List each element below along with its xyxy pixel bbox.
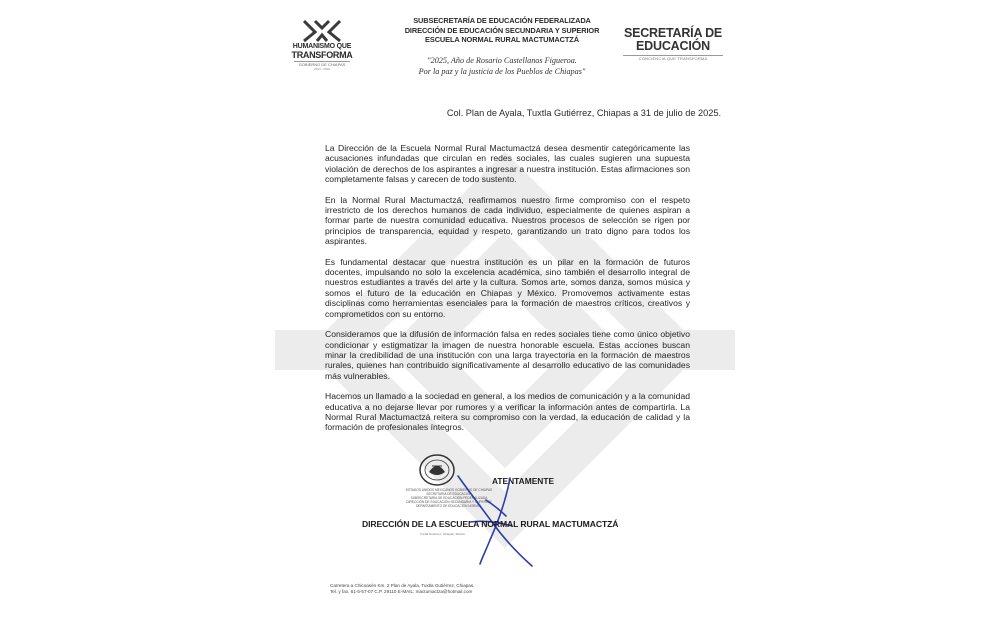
date-line: Col. Plan de Ayala, Tuxtla Gutiérrez, Chiapas a 31 de julio de 2025. — [446, 108, 721, 118]
paragraph: La Dirección de la Escuela Normal Rural Mactumactzá desea desmentir categóricamente las acusaciones infundadas que circulan en redes sociales, las cuales sugieren una supuesta violación de derechos de los aspirantes a ingresar a nuestra institución. Estas afirmaciones son completamente falsas y carecen de todo sustento. — [325, 143, 690, 185]
motto-line: Por la paz y la justicia de los Pueblos de Chiapas" — [418, 66, 586, 76]
letterhead — [396, 16, 608, 77]
logo-left-line2: TRANSFORMA — [291, 50, 353, 60]
logo-left-line4: 2024 - 2030 — [313, 67, 330, 71]
seal-line: DEPARTAMENTO DE EDUCACIÓN NORMAL — [416, 504, 482, 509]
footer-address: Carretera a Chicoasén Km. 2 Plan de Ayala, Tuxtla Gutiérrez, Chiapas. — [330, 583, 475, 588]
humanismo-logo — [286, 17, 358, 71]
paragraph: Hacemos un llamado a la sociedad en general, a los medios de comunicación y a la comunidad educativa a no dejarse llevar por rumores y a verificar la información antes de compartirla. La Normal Rural Mactumactzá reitera su compromiso con la verdad, la educación de calidad y la formación de profesionales íntegros. — [325, 391, 690, 433]
logo-left-line1: HUMANISMO QUE — [292, 43, 352, 50]
institution-line: ESCUELA NORMAL RURAL MACTUMACTZÁ — [425, 35, 579, 44]
closing: ATENTAMENTE — [492, 476, 555, 486]
seal-line: SUBSECRETARÍA DE EDUCACIÓN FEDERALIZADA — [410, 496, 488, 501]
motto-line: "2025, Año de Rosario Castellanos Figueroa. — [427, 55, 577, 65]
logo-right-line2: EDUCACIÓN — [636, 39, 710, 53]
institution-line: DIRECCIÓN DE EDUCACIÓN SECUNDARIA Y SUPERIOR — [404, 25, 600, 35]
secretaria-logo — [623, 27, 723, 62]
logo-left-line3: GOBIERNO DE CHIAPAS — [294, 61, 350, 67]
seal-line: SECRETARÍA DE EDUCACIÓN — [426, 492, 472, 497]
logo-right-tagline: CONCIENCIA QUE TRANSFORMA — [623, 55, 723, 62]
paragraph: En la Normal Rural Mactumactzá, reafirmamos nuestro firme compromiso con el respeto irrestricto de los derechos humanos de cada individuo, especialmente de quienes aspiran a formar parte de nuestra comunidad educativa. Nuestros procesos de selección se rigen por principios de transparencia, equidad y respeto, garantizando un trato digno para todos los aspirantes. — [325, 194, 690, 247]
paragraph: Consideramos que la difusión de información falsa en redes sociales tiene como único objetivo condicionar y estigmatizar la imagen de nuestra honorable escuela. Estas acciones buscan minar la credibilidad de una institución con una larga trayectoria en la formación de maestros rurales, quienes han contribuido significativamente al desarrollo educativo de las comunidades más vulnerables. — [325, 329, 690, 381]
humanismo-emblem-icon — [300, 17, 344, 43]
seal-line: ESTADOS UNIDOS MEXICANOS GOBIERNO DE CHIAPAS — [405, 488, 493, 492]
seal-footer: Tuxtla Gutiérrez, Chiapas, México — [420, 532, 466, 536]
logo-right-line1: SECRETARÍA DE — [623, 26, 723, 40]
institution-line: SUBSECRETARÍA DE EDUCACIÓN FEDERALIZADA — [413, 16, 591, 25]
year-motto — [396, 55, 608, 77]
paragraph: Es fundamental destacar que nuestra institución es un pilar en la formación de futuros docentes, impulsando no solo la excelencia académica, sino también el desarrollo integral de nuestros estudiantes a través del arte y la cultura. Somos arte, somos danza, somos música y somos el futuro de la educación en Chiapas y México. Promovemos activamente estas disciplinas como herramientas esenciales para la formación de maestros críticos, creativos y comprometidos con su entorno. — [325, 256, 690, 319]
seal-line: DIRECCIÓN DE EDUCACIÓN SECUNDARIA Y SUPERIOR — [406, 500, 492, 505]
letter-body — [325, 143, 690, 443]
signatory: DIRECCIÓN DE LA ESCUELA NORMAL RURAL MACTUMACTZÁ — [362, 519, 619, 529]
footer-contact: Tel. y fax. 61-5-57-07 C.P. 29110 E-MAIL: mactumactza@hotmail.com — [330, 589, 473, 595]
page-footer — [330, 583, 570, 595]
